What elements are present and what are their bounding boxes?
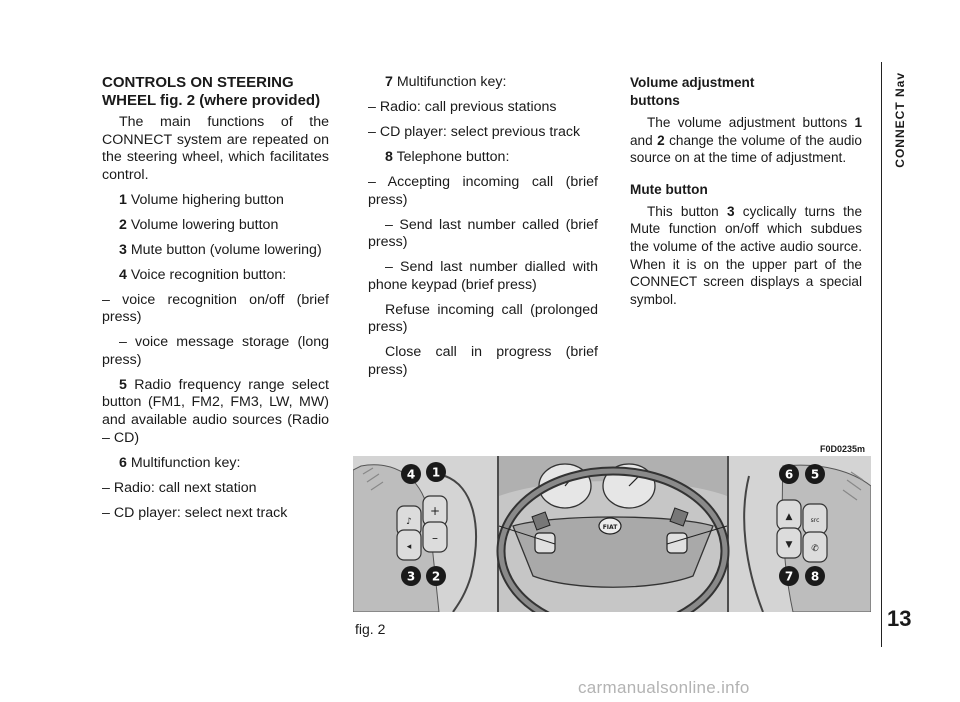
callout-6 <box>779 464 799 484</box>
callout-3 <box>401 566 421 586</box>
item-7-sub-2: – CD player: select previous track <box>368 123 581 140</box>
callout-1 <box>426 462 446 482</box>
sidebar-rule <box>881 62 882 647</box>
item-8: 8 Telephone button: <box>385 148 510 165</box>
item-4-sub-1: – voice recognition on/off (brief press) <box>102 291 329 326</box>
svg-text:2: 2 <box>431 569 441 584</box>
item-6-sub-1: – Radio: call next station <box>102 479 257 496</box>
svg-text:6: 6 <box>784 467 794 482</box>
item-2: 2 Volume lowering button <box>119 216 279 233</box>
item-6-sub-2: – CD player: select next track <box>102 504 288 521</box>
column-middle <box>368 74 598 387</box>
item-8-sub-3: – Send last number dialled with phone keypad (brief press) <box>368 259 598 293</box>
item-8-sub-1: – Accepting incoming call (brief press) <box>368 173 598 208</box>
svg-text:+: + <box>429 504 441 518</box>
item-4: 4 Voice recognition button: <box>119 266 287 283</box>
item-4-sub-2: – voice message storage (long press) <box>102 334 329 368</box>
svg-text:5: 5 <box>810 467 820 482</box>
svg-text:1: 1 <box>431 465 441 480</box>
svg-text:♪: ♪ <box>406 517 412 527</box>
figure-code: F0D0235m <box>820 444 866 454</box>
item-8-sub-2: – Send last number called (brief press) <box>368 216 598 251</box>
item-7: 7 Multifunction key: <box>385 74 507 90</box>
callout-8 <box>805 566 825 586</box>
callout-7 <box>779 566 799 586</box>
svg-text:src: src <box>810 517 820 524</box>
svg-text:8: 8 <box>810 569 820 584</box>
svg-text:–: – <box>432 531 438 545</box>
watermark: carmanualsonline.info <box>578 678 750 697</box>
item-8-sub-4: Refuse incoming call (prolonged press) <box>368 301 598 336</box>
item-8-sub-5: Close call in progress (brief press) <box>368 344 598 378</box>
column-left <box>102 74 329 530</box>
mute-paragraph: This button 3 cyclically turns the Mute function on/off which subdues the volume of the active audio source. When it is on the upper part of the CONNECT screen displays a special symbol. <box>630 203 863 307</box>
item-5: 5 Radio frequency range select button (FM1, FM2, FM3, LW, MW) and available audio sources (Radio – CD) <box>102 376 329 446</box>
callout-4 <box>401 464 421 484</box>
svg-text:3: 3 <box>406 569 416 584</box>
svg-text:4: 4 <box>406 467 416 482</box>
item-6: 6 Multifunction key: <box>119 454 241 471</box>
svg-text:◂: ◂ <box>406 542 412 552</box>
svg-text:✆: ✆ <box>811 544 819 554</box>
column-right <box>630 74 862 316</box>
callout-5 <box>805 464 825 484</box>
item-3: 3 Mute button (volume lowering) <box>119 241 322 258</box>
intro-paragraph: The main functions of the CONNECT system are repeated on the steering wheel, which facilitates control. <box>102 114 329 183</box>
page-number: 13 <box>887 606 912 631</box>
volume-paragraph: The volume adjustment buttons 1 and 2 change the volume of the audio source on at the time of adjustment. <box>630 115 862 166</box>
svg-text:▲: ▲ <box>785 512 793 522</box>
steering-wheel-figure <box>353 456 871 612</box>
item-7-sub-1: – Radio: call previous stations <box>368 98 557 115</box>
item-1: 1 Volume highering button <box>119 191 284 208</box>
mute-heading: Mute button <box>630 181 708 197</box>
steering-wheel-illustration <box>353 456 871 612</box>
callout-2 <box>426 566 446 586</box>
volume-heading: Volume adjustment buttons <box>630 75 755 108</box>
svg-text:▼: ▼ <box>785 540 793 550</box>
svg-text:7: 7 <box>784 569 794 584</box>
figure-caption: fig. 2 <box>355 621 386 637</box>
sidebar-title: CONNECT Nav <box>893 72 907 168</box>
svg-text:FIAT: FIAT <box>602 524 618 531</box>
section-heading: CONTROLS ON STEERING WHEEL fig. 2 (where provided) <box>102 74 321 109</box>
